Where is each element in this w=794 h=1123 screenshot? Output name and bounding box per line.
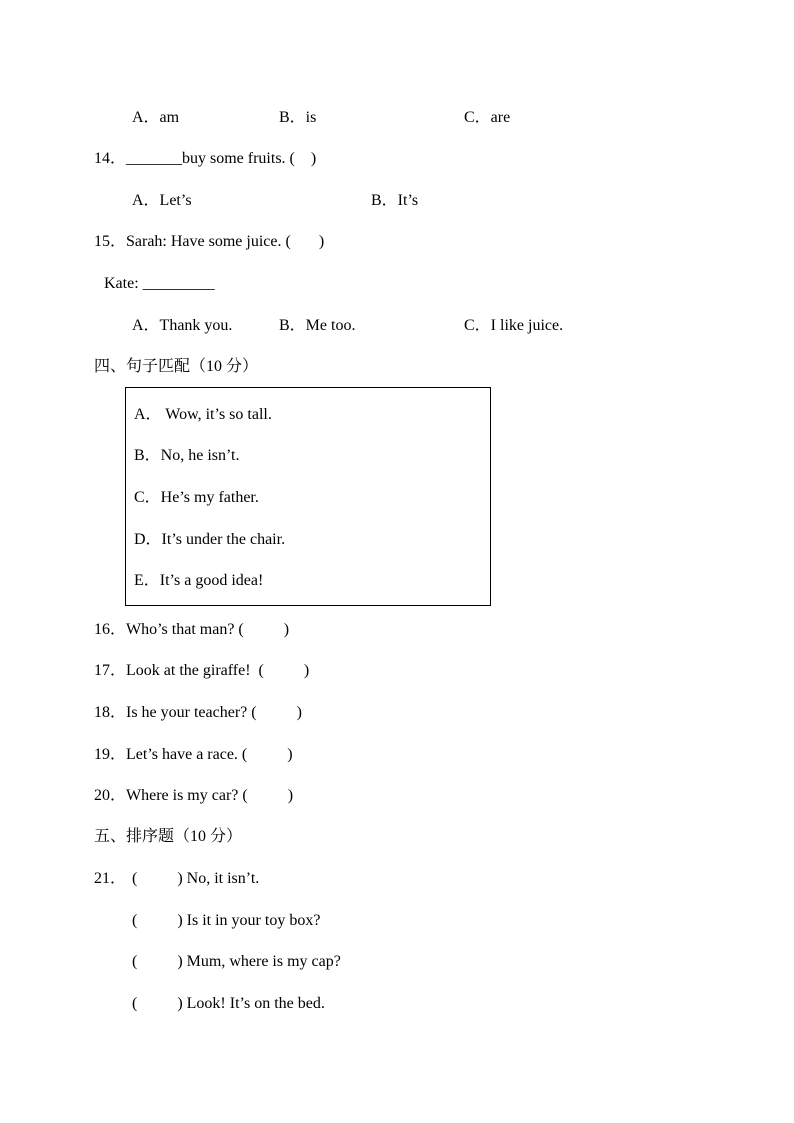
match-option-e: E．It’s a good idea! [134,572,264,589]
q15-option-a: A．Thank you. [132,317,233,334]
q13-option-a: A．am [132,109,180,126]
q13-option-b: B．is [279,109,317,126]
q17: 17．Look at the giraffe! ( ) [94,662,310,679]
section4-title: 四、句子匹配（10 分） [94,358,259,375]
q21-item-2: ( ) Is it in your toy box? [132,912,321,929]
match-option-d: D．It’s under the chair. [134,531,286,548]
q14-stem: 14．_______buy some fruits. ( ) [94,150,317,167]
q19: 19．Let’s have a race. ( ) [94,746,293,763]
q21-item-3: ( ) Mum, where is my cap? [132,953,341,970]
q15-option-c: C．I like juice. [464,317,564,334]
q16: 16．Who’s that man? ( ) [94,621,290,638]
q21-item-1: ( ) No, it isn’t. [132,870,260,887]
q13-option-c: C．are [464,109,511,126]
q20: 20．Where is my car? ( ) [94,787,294,804]
match-option-a: A． Wow, it’s so tall. [134,406,272,423]
section5-title: 五、排序题（10 分） [94,828,243,845]
q21-number: 21． [94,870,127,887]
q15-reply: Kate: _________ [104,275,215,292]
matching-options-box [125,387,491,606]
q15-stem: 15．Sarah: Have some juice. ( ) [94,233,325,250]
match-option-c: C．He’s my father. [134,489,259,506]
q15-option-b: B．Me too. [279,317,356,334]
q14-option-b: B．It’s [371,192,419,209]
q21-item-4: ( ) Look! It’s on the bed. [132,995,325,1012]
match-option-b: B．No, he isn’t. [134,447,240,464]
q14-option-a: A．Let’s [132,192,192,209]
q18: 18．Is he your teacher? ( ) [94,704,302,721]
